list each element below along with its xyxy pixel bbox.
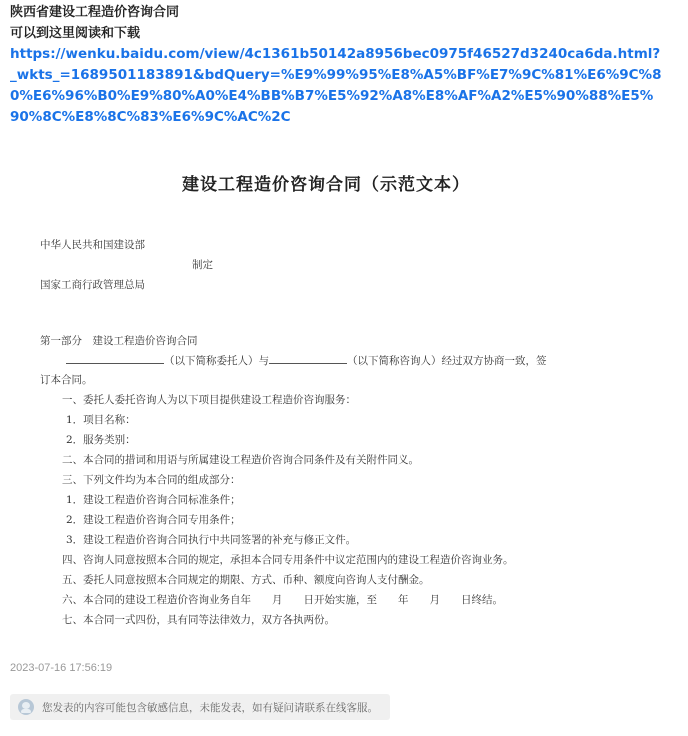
issuer-2: 国家工商行政管理总局 xyxy=(40,279,145,291)
post-content xyxy=(10,2,678,128)
party-b-blank xyxy=(269,353,347,364)
issued-label: 制定 xyxy=(192,259,213,271)
document-image xyxy=(26,150,626,650)
avatar-icon xyxy=(18,699,34,715)
clause-3: 三、下列文件均为本合同的组成部分： xyxy=(62,474,241,486)
issuer-1: 中华人民共和国建设部 xyxy=(40,239,145,251)
clause-3-item-3: 3．建设工程造价咨询合同执行中共同签署的补充与修正文件。 xyxy=(66,534,357,546)
clause-1: 一、委托人委托咨询人为以下项目提供建设工程造价咨询服务： xyxy=(62,394,356,406)
clause-7: 七、本合同一式四份，具有同等法律效力，双方各执两份。 xyxy=(62,614,335,626)
party-line-2: 订本合同。 xyxy=(40,374,93,386)
notice-text: 您发表的内容可能包含敏感信息，未能发表，如有疑问请联系在线客服。 xyxy=(42,701,378,714)
clause-6: 六、本合同的建设工程造价咨询业务自年 月 日开始实施，至 年 月 日终结。 xyxy=(62,594,503,606)
sensitive-content-notice xyxy=(10,694,390,720)
clause-2: 二、本合同的措词和用语与所属建设工程造价咨询合同条件及有关附件同义。 xyxy=(62,454,419,466)
post-subtitle: 可以到这里阅读和下载 xyxy=(10,26,141,41)
part-heading: 第一部分 建设工程造价咨询合同 xyxy=(40,335,198,347)
party-line xyxy=(66,353,547,368)
clause-3-item-1: 1．建设工程造价咨询合同标准条件； xyxy=(66,494,241,506)
clause-4: 四、咨询人同意按照本合同的规定，承担本合同专用条件中议定范围内的建设工程造价咨询业务。 xyxy=(62,554,514,566)
post-title: 陕西省建设工程造价咨询合同 xyxy=(10,5,180,20)
party-a-suffix: （以下简称委托人）与 xyxy=(164,355,269,367)
post-timestamp: 2023-07-16 17:56:19 xyxy=(10,662,113,674)
clause-5: 五、委托人同意按照本合同规定的期限、方式、币种、额度向咨询人支付酬金。 xyxy=(62,574,430,586)
document-title: 建设工程造价咨询合同（示范文本） xyxy=(182,175,470,195)
party-a-blank xyxy=(66,353,164,364)
document-link[interactable]: https://wenku.baidu.com/view/4c1361b50142a8956bec0975f46527d3240ca6da.html?_wkts_=1689501183891&bdQuery=%E9%99%95%E8%A5%BF%E7%9C%81%E6%9C%80%E6%96%B0%E9%80%A0%E4%BB%B7%E5%92%A8%E8%AF%A2%E5%90%88%E5%90%8C%E8%8C%83%E6%9C%AC%2C xyxy=(10,46,662,125)
clause-3-item-2: 2．建设工程造价咨询合同专用条件； xyxy=(66,514,241,526)
party-b-suffix: （以下简称咨询人）经过双方协商一致，签 xyxy=(347,355,547,367)
clause-1-item-2: 2．服务类别： xyxy=(66,434,136,446)
clause-1-item-1: 1．项目名称： xyxy=(66,414,136,426)
